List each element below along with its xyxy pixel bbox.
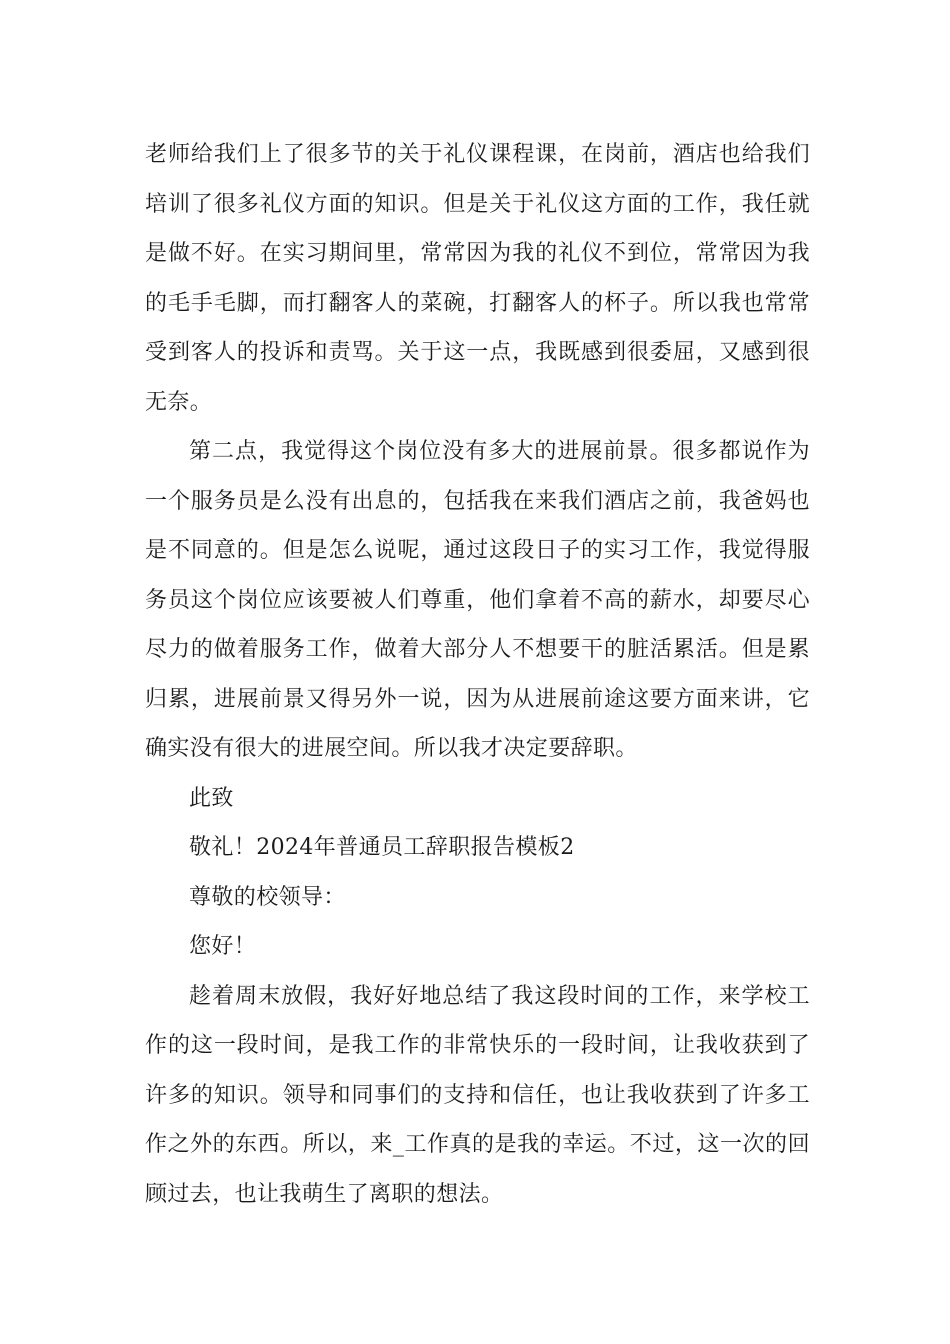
closing-salutation: 此致 <box>189 785 234 811</box>
paragraph-etiquette: 老师给我们上了很多节的关于礼仪课程课，在岗前，酒店也给我们培训了很多礼仪方面的知识。但是关于礼仪这方面的工作，我任就是做不好。在实习期间里，常常因为我的礼仪不到位，常常因为我的毛手毛脚，而打翻客人的菜碗，打翻客人的杯子。所以我也常常受到客人的投诉和责骂。关于这一点，我既感到很委屈，又感到很无奈。 <box>145 142 810 415</box>
document-body <box>145 130 810 1219</box>
closing-regards-and-title: 敬礼！2024年普通员工辞职报告模板2 <box>189 835 575 860</box>
letter-addressee: 尊敬的校领导： <box>189 884 346 910</box>
paragraph-second-point: 第二点，我觉得这个岗位没有多大的进展前景。很多都说作为一个服务员是么没有出息的，包括我在来我们酒店之前，我爸妈也是不同意的。但是怎么说呢，通过这段日子的实习工作，我觉得服务员这个岗位应该要被人们尊重，他们拿着不高的薪水，却要尽心尽力的做着服务工作，做着大部分人不想要干的脏活累活。但是累归累，进展前景又得另外一说，因为从进展前途这要方面来讲，它确实没有很大的进展空间。所以我才决定要辞职。 <box>145 439 810 761</box>
letter-greeting: 您好！ <box>189 934 257 959</box>
paragraph-reflection: 趁着周末放假，我好好地总结了我这段时间的工作，来学校工作的这一段时间，是我工作的非常快乐的一段时间，让我收获到了许多的知识。领导和同事们的支持和信任，也让我收获到了许多工作之外的东西。所以，来_工作真的是我的幸运。不过，这一次的回顾过去，也让我萌生了离职的想法。 <box>145 983 810 1207</box>
